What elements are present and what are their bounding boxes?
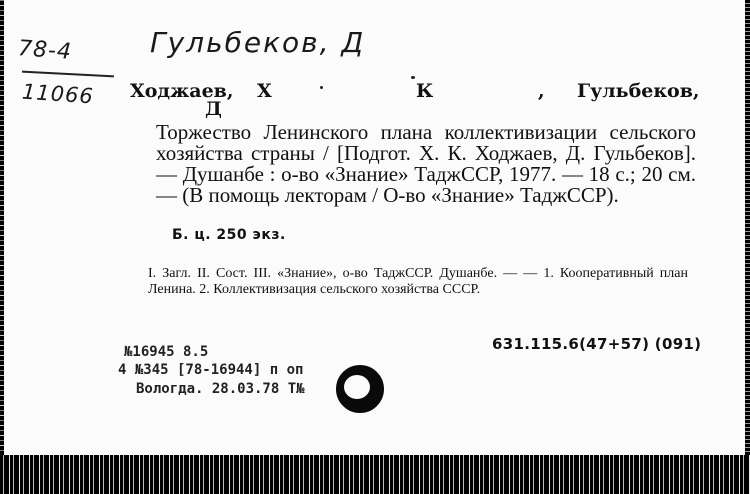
heading-author-surname: Ходжаев, (130, 80, 234, 102)
bibliographic-description (156, 122, 696, 206)
ink-stamp-mark (336, 365, 384, 413)
handwritten-author-name: Гульбеков, Д (150, 26, 366, 59)
price-and-print-run: Б. ц. 250 экз. (172, 227, 286, 243)
tracings (148, 266, 688, 298)
heading-author-initial-2: К (416, 80, 434, 102)
tracings-text: I. Загл. II. Сост. III. «Знание», о-во ТаджССР. Душанбе. — — 1. Кооперативный план Ленина. 2. Коллективизация сельского хозяйства СССР. (148, 266, 688, 297)
scan-edge-right (745, 0, 750, 455)
heading-second-author-initial: Д (205, 98, 222, 120)
print-info-line-2: 4 №345 [78-16944] п оп (118, 362, 304, 378)
handwritten-shelf-number: 78-4 (17, 36, 73, 65)
handwritten-inventory-number: 11066 (21, 79, 95, 109)
heading-author-initial-1: Х (257, 80, 272, 102)
handwritten-underline (22, 71, 114, 78)
title-text: Торжество Ленинского плана коллективизации сельского хозяйства страны / [Подгот. Х. К. Ходжаев, Д. Гульбеков]. — Душанбе : о-во «Знание» ТаджССР, 1977. — 18 с.; 20 см. — (В помощь лекторам / О-во «Знание» ТаджССР). (156, 120, 696, 207)
heading-second-author: Гульбеков, (577, 80, 700, 102)
ink-speck (411, 76, 415, 79)
print-info-line-3: Вологда. 28.03.78 Т№ (136, 381, 305, 397)
udc-classification: 631.115.6(47+57) (091) (492, 335, 702, 353)
print-info-line-1: №16945 8.5 (124, 344, 209, 360)
scan-edge-bottom (0, 455, 750, 494)
heading-comma: , (538, 80, 545, 102)
scan-edge-left (0, 0, 4, 455)
ink-speck (320, 86, 323, 89)
